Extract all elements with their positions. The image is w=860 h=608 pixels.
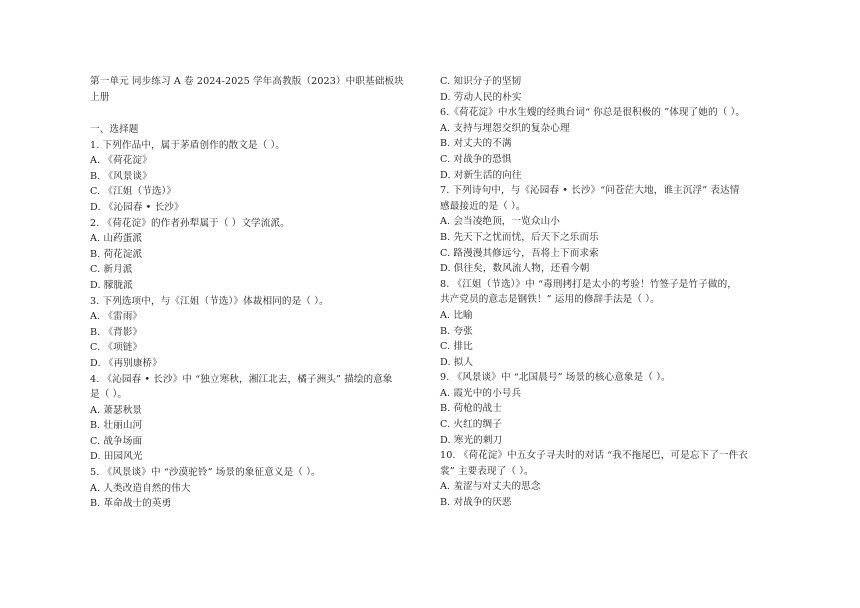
question-text-line: B. 先天下之忧而忧，后天下之乐而乐 bbox=[440, 231, 599, 243]
question-text-line: 8. 《江姐（节选）》中 “毒刑拷打是太小的考验！竹签子是竹子做的， bbox=[440, 278, 737, 290]
question-text-line: 裳” 主要表现了（ ）。 bbox=[440, 465, 534, 477]
question-text-line: C. 排比 bbox=[440, 341, 473, 353]
question-text-line: 共产党员的意志是钢铁！” 运用的修辞手法是（ ）。 bbox=[440, 294, 660, 306]
right-column bbox=[440, 74, 790, 511]
question-text-line: A. 比喻 bbox=[440, 309, 473, 321]
section-heading: 一、选择题 bbox=[90, 124, 139, 135]
left-column bbox=[90, 74, 440, 512]
question-text-line: B. 《风景谈》 bbox=[90, 170, 152, 182]
question-text-line: C. 路漫漫其修远兮，吾将上下而求索 bbox=[440, 247, 599, 259]
document-title-line-1: 第一单元 同步练习 A 卷 2024-2025 学年高教版（2023）中职基础板块 bbox=[90, 76, 404, 87]
question-text-line: A. 支持与埋怨交织的复杂心理 bbox=[440, 122, 570, 134]
question-text-line: 10. 《荷花淀》中五女子寻夫时的对话 “我不拖尾巴，可是忘下了一件衣 bbox=[440, 450, 748, 462]
question-text-line: B. 夸张 bbox=[440, 325, 473, 337]
question-text-line: D. 劳动人民的朴实 bbox=[440, 91, 522, 103]
question-text-line: B. 革命战士的英勇 bbox=[90, 498, 172, 510]
question-text-line: 感最接近的是（ ）。 bbox=[440, 200, 526, 212]
question-text-line: C. 火红的绸子 bbox=[440, 419, 502, 431]
question-text-line: D. 拟人 bbox=[440, 356, 474, 368]
left-question-list bbox=[90, 138, 440, 512]
question-text-line: B. 对丈夫的不满 bbox=[440, 138, 512, 150]
right-question-list bbox=[440, 74, 790, 511]
question-text-line: B. 对战争的厌恶 bbox=[440, 497, 512, 509]
question-text-line: 7. 下列诗句中，与《沁园春 • 长沙》“问苍茫大地，谁主沉浮” 表达情 bbox=[440, 185, 740, 197]
question-text-line: A. 人类改造自然的伟大 bbox=[90, 482, 191, 494]
question-text-line: D. 田园风光 bbox=[90, 451, 143, 463]
question-text-line: 是（ ）。 bbox=[90, 389, 128, 401]
question-text-line: 6.《荷花淀》中水生嫂的经典台词“ 你总是很积极的 ”体现了她的（ ）。 bbox=[440, 107, 746, 119]
question-text-line: 3. 下列选项中，与《江姐（节选）》体裁相同的是（ ）。 bbox=[90, 295, 329, 307]
question-text-line: C. 《江姐（节选）》 bbox=[90, 186, 177, 198]
question-text-line: B. 荷花淀派 bbox=[90, 248, 143, 260]
question-text-line: C. 知识分子的坚韧 bbox=[440, 76, 522, 87]
question-text-line: D. 俱往矣，数风流人物，还看今朝 bbox=[440, 263, 590, 275]
question-text-line: 9. 《风景谈》中 “北国晨号” 场景的核心意象是（ ）。 bbox=[440, 372, 671, 384]
question-text-line: 1. 下列作品中，属于茅盾创作的散文是（ ）。 bbox=[90, 139, 286, 151]
question-text-line: B. 壮丽山河 bbox=[90, 420, 143, 432]
question-text-line: A. 《雷雨》 bbox=[90, 311, 143, 323]
question-text-line: D. 朦胧派 bbox=[90, 279, 133, 291]
document-title-line-2: 上册 bbox=[90, 92, 110, 103]
question-text-line: C. 战争场面 bbox=[90, 435, 143, 447]
question-text-line: 5. 《风景谈》中 “沙漠驼铃” 场景的象征意义是（ ）。 bbox=[90, 467, 321, 479]
question-text-line: A. 《荷花淀》 bbox=[90, 155, 152, 167]
question-text-line: A. 霞光中的小号兵 bbox=[440, 387, 522, 399]
question-text-line: A. 羞涩与对丈夫的思念 bbox=[440, 481, 541, 493]
question-text-line: C. 新月派 bbox=[90, 264, 133, 276]
question-text-line: B. 《背影》 bbox=[90, 326, 143, 338]
question-text-line: C. 对战争的恐惧 bbox=[440, 153, 512, 165]
question-text-line: D. 对新生活的向往 bbox=[440, 169, 522, 181]
question-text-line: D. 《再别康桥》 bbox=[90, 357, 162, 369]
question-text-line: D. 《沁园春 • 长沙》 bbox=[90, 201, 184, 213]
question-text-line: C. 《项链》 bbox=[90, 342, 143, 354]
question-text-line: 4. 《沁园春 • 长沙》中 “独立寒秋，湘江北去，橘子洲头” 描绘的意象 bbox=[90, 373, 393, 385]
question-text-line: A. 会当凌绝顶，一览众山小 bbox=[440, 216, 560, 228]
question-text-line: A. 山药蛋派 bbox=[90, 233, 143, 245]
question-text-line: A. 萧瑟秋景 bbox=[90, 404, 143, 416]
spacer bbox=[90, 106, 440, 122]
question-text-line: B. 荷枪的战士 bbox=[440, 403, 502, 415]
question-text-line: 2. 《荷花淀》的作者孙犁属于（ ）文学流派。 bbox=[90, 217, 290, 229]
question-text-line: D. 寒光的刺刀 bbox=[440, 434, 503, 446]
